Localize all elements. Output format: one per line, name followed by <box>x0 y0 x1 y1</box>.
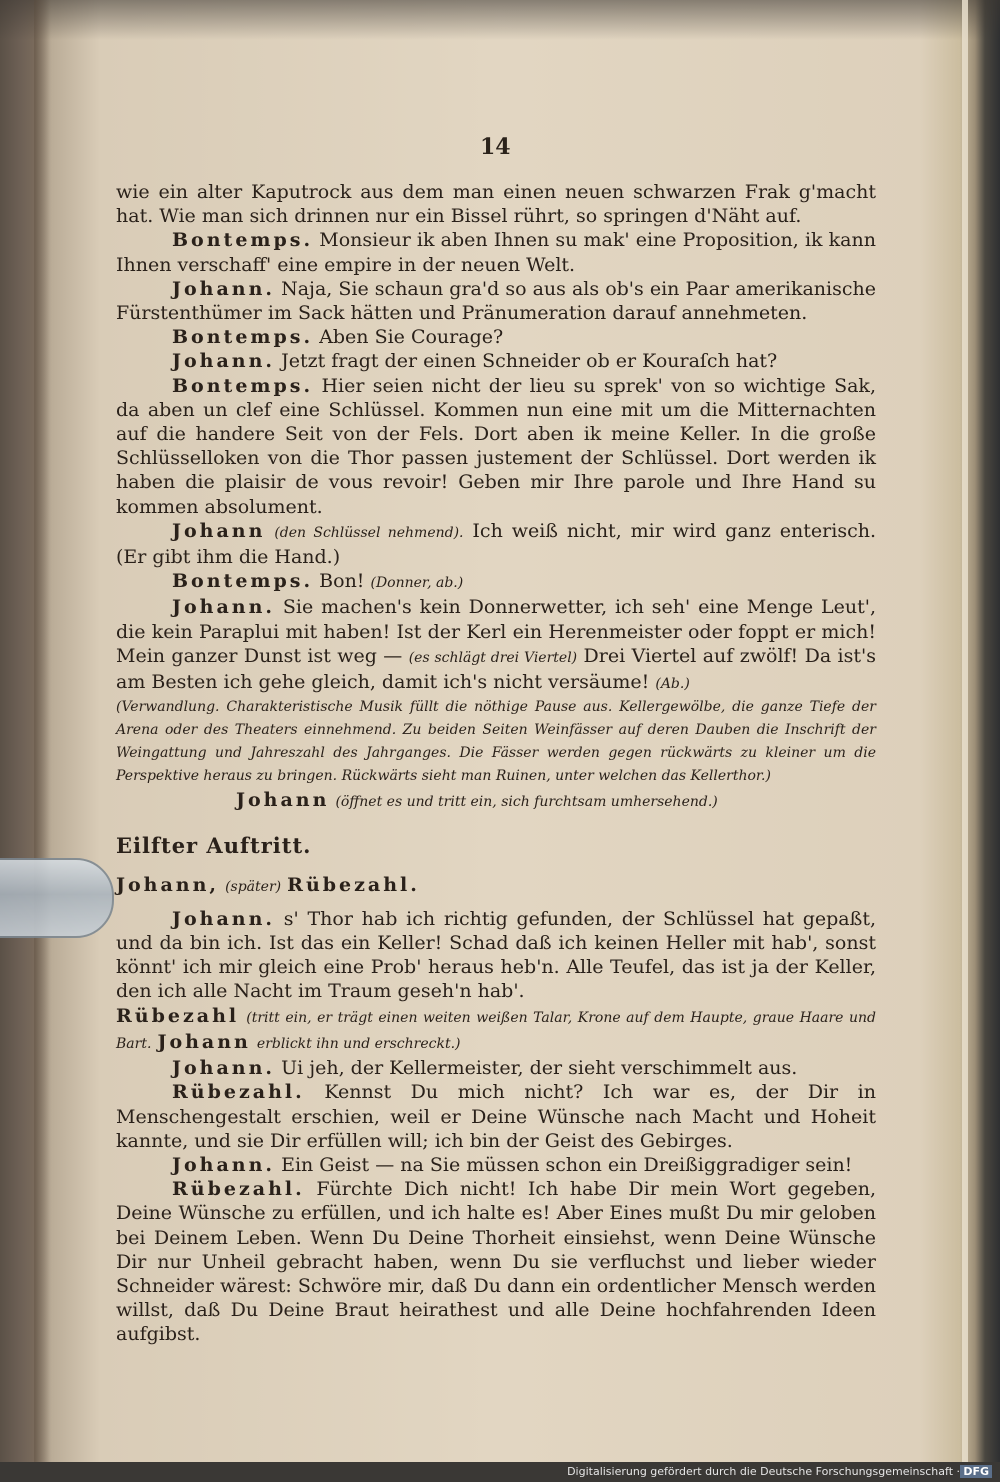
document-body <box>116 180 876 1347</box>
speech-text: Monsieur ik aben Ihnen su mak' eine Proposition, ik kann Ihnen verschaff' eine empire in der neuen Welt. <box>116 229 876 276</box>
binding-fold-shadow <box>34 0 52 1462</box>
stage-direction: erblickt ihn und erschreckt.) <box>256 1035 461 1052</box>
stage-direction: (es schlägt drei Viertel) <box>408 649 578 666</box>
paper-clip-holder <box>0 858 114 938</box>
speech-text: Sie machen's kein Donnerwetter, ich seh' eine Menge Leut', die kein Paraplui mit haben! Ist der Kerl ein Herenmeister oder foppt er mich! Mein ganzer Dunst ist weg — <box>116 596 876 667</box>
speaker-name: Bontemps. <box>172 374 314 397</box>
stage-entry <box>116 788 876 814</box>
speech-text: Aben Sie Courage? <box>319 326 504 349</box>
footer-credit: Digitalisierung gefördert durch die Deutsche Forschungsgemeinschaft · <box>567 1465 960 1478</box>
speech-text: Hier seien nicht der lieu su sprek' von so wichtige Sak, da aben un clef eine Schlüssel. Kommen nun eine mit um die Mitternachten auf die handere Seit von der Fels. Dort aben ik meine Keller. In die große Schlüsselloken von die Thor passen justement der Schlüssel. Dort werden ik haben die plaisir de vous revoir! Geben mir Ihre parole und Ihre Hand su kommen absolument. <box>116 374 876 518</box>
speech-bontemps <box>116 228 876 276</box>
speaker-name: Johann. <box>172 1057 276 1080</box>
speaker-name: Bontemps. <box>172 229 314 252</box>
speech-johann <box>116 1153 876 1177</box>
speaker-name: Rübezahl. <box>172 1081 305 1104</box>
speech-johann <box>116 1056 876 1080</box>
speaker-name: Rübezahl. <box>172 1178 305 1201</box>
page-top-shadow <box>0 0 1000 40</box>
stage-direction: (tritt ein, er trägt einen weiten weißen Talar, Krone auf dem Haupte, graue Haare und Bart. <box>116 1009 876 1052</box>
stage-direction: (Donner, ab.) <box>370 575 464 592</box>
speaker-name: Johann. <box>172 596 276 619</box>
speech-text: Ein Geist — na Sie müssen schon ein Dreißiggradiger sein! <box>281 1153 853 1176</box>
speaker-name: Bontemps. <box>172 570 314 593</box>
stage-direction: (Ab.) <box>655 676 690 693</box>
stage-direction: (den Schlüssel nehmend). <box>274 524 464 541</box>
speaker-name: Rübezahl <box>116 1004 240 1027</box>
speech-text: Jetzt fragt der einen Schneider ob er Kouraſch hat? <box>281 350 778 373</box>
stage-direction: (später) <box>225 878 282 895</box>
speech-johann <box>116 595 876 696</box>
speech-text: s' Thor hab ich richtig gefunden, der Schlüssel hat gepaßt, und da bin ich. Ist das ein Keller! Schad daß ich keinen Heller mit hab', sonst könnt' ich mir gleich eine Prob' heraus heb'n. Alle Teufel, das ist ja der Keller, den ich alle Nacht im Traum geseh'n hab'. <box>116 907 876 1003</box>
cast-name: Rübezahl. <box>287 873 420 896</box>
speech-bontemps <box>116 569 876 595</box>
speech-text: Bon! <box>319 570 365 593</box>
speaker-name: Johann. <box>172 350 276 373</box>
speech-text: Ich weiß nicht, mir wird ganz enterisch. (Er gibt ihm die Hand.) <box>116 519 876 569</box>
speech-bontemps <box>116 325 876 349</box>
text-line: wie ein alter Kaputrock aus dem man einen neuen schwarzen Frak g'macht hat. Wie man sich drinnen nur ein Bissel rührt, so springen d'Näht auf. <box>116 181 876 228</box>
speaker-name: Johann. <box>172 277 276 300</box>
scene-cast <box>116 873 876 899</box>
scene-change-direction: (Verwandlung. Charakteristische Musik füllt die nöthige Pause aus. Kellergewölbe, die ganze Tiefe der Arena oder des Theaters einnehmend. Zu beiden Seiten Weinfässer auf deren Dauben die Inschrift der Weingattung und Jahreszahl des Jahrganges. Die Fässer werden gegen rückwärts zu kleiner um die Perspektive heraus zu bringen. Rückwärts sieht man Ruinen, unter welchen das Kellerthor.) <box>116 699 876 785</box>
speaker-name: Johann. <box>172 1153 276 1176</box>
speech-johann <box>116 907 876 1004</box>
speech-text: Naja, Sie schaun gra'd so aus als ob's ein Paar amerikanische Fürstenthümer im Sack hätten und Pränumeration darauf annehmeten. <box>116 277 876 325</box>
speaker-name: Johann <box>157 1030 251 1053</box>
speaker-name: Johann. <box>172 907 276 930</box>
stage-entry <box>116 1004 876 1056</box>
speech-bontemps <box>116 374 876 519</box>
stage-direction: (öffnet es und tritt ein, sich furchtsam umhersehend.) <box>335 794 718 811</box>
dfg-logo: DFG <box>960 1465 992 1478</box>
speech-ruebezahl <box>116 1177 876 1346</box>
speaker-name: Johann <box>172 519 266 542</box>
speech-text: Ui jeh, der Kellermeister, der sieht verschimmelt aus. <box>281 1057 798 1080</box>
speech-johann <box>116 277 876 325</box>
speech-text: Kennst Du mich nicht? Ich war es, der Dir in Menschengestalt erschien, weil er Deine Wünsche nach Macht und Hoheit kannte, und sie Dir erfüllen will; ich bin der Geist des Gebirges. <box>116 1081 876 1152</box>
cast-name: Johann, <box>116 873 220 896</box>
speech-text: Fürchte Dich nicht! Ich habe Dir mein Wort gegeben, Deine Wünsche zu erfüllen, und ich halte es! Aber Eines mußt Du mir geloben bei Deinem Leben. Wenn Du Deine Thorheit einsiehst, wenn Deine Wünsche Dir nur Unheil gebracht haben, wenn Du sie verfluchst und lieber wieder Schneider wärest: Schwöre mir, daß Du dann ein ordentlicher Mensch werden willst, daß Du Deine Braut heirathest und alle Deine hochfahrenden Ideen aufgibst. <box>116 1178 876 1346</box>
page-number: 14 <box>480 134 511 160</box>
speaker-name: Bontemps. <box>172 326 314 349</box>
speech-johann <box>116 349 876 373</box>
page-right-edge <box>962 0 968 1462</box>
speaker-name: Johann <box>236 789 330 812</box>
speech-text: Drei Viertel auf zwölf! Da ist's am Besten ich gehe gleich, damit ich's nicht versäume! <box>116 644 876 694</box>
speech-johann <box>116 519 876 569</box>
speech-ruebezahl <box>116 1080 876 1153</box>
scene-heading: Eilfter Auftritt. <box>116 833 312 859</box>
